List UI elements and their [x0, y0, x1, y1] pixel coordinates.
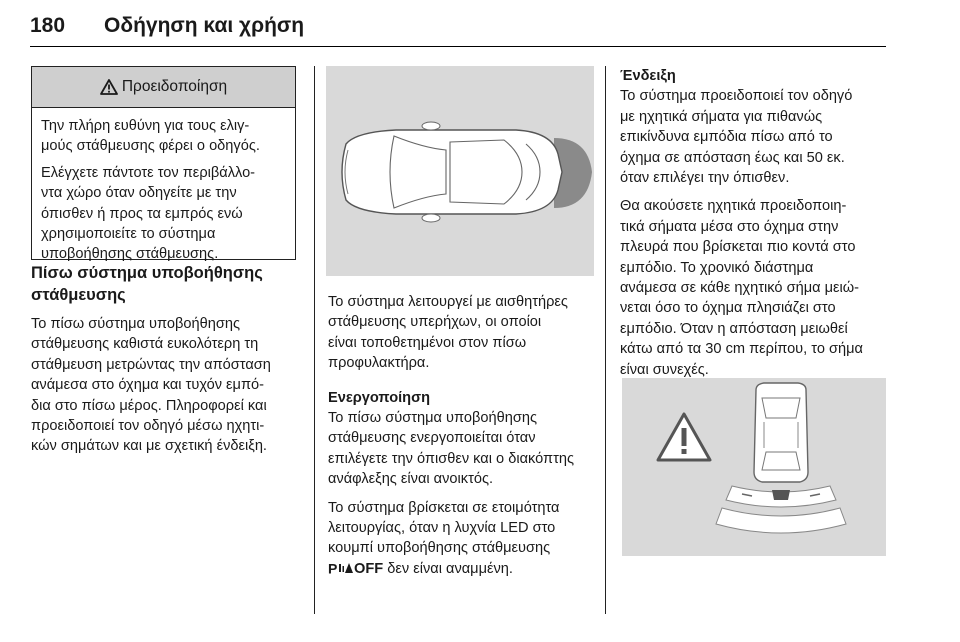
sensor-paragraph: Το σύστημα λειτουργεί με αισθητήρες στάθμευσης υπερήχων, οι οποίοι είναι τοποθετημένοι στον πίσω προφυλακτήρα. — [328, 294, 568, 372]
park-assist-symbol-icon — [328, 561, 354, 575]
display-illustration — [622, 378, 886, 556]
column-divider-2 — [605, 66, 606, 614]
page-header — [30, 6, 886, 47]
intro-paragraph: Το πίσω σύστημα υποβοήθησης στάθμευσης καθιστά ευκολότερη τη στάθμευση μετρώντας την απόσταση ανάμεσα στο όχημα και τυχόν εμπό- δια στο πίσω μέρος. Πληροφορεί και προειδοποιεί τον οδηγό μέσω ηχητι- κών σημάτων και με σχετική ένδειξη. — [31, 316, 271, 455]
activation-paragraph: Το πίσω σύστημα υποβοήθησης στάθμευσης ενεργοποιείται όταν επιλέγετε την όπισθεν και ο διακόπτης ανάφλεξης είναι ανοικτός. — [328, 410, 575, 488]
warning-header — [32, 67, 295, 108]
off-label: OFF — [354, 560, 384, 577]
column-2 — [328, 292, 600, 587]
column-1 — [31, 262, 306, 465]
column-divider-1 — [314, 66, 315, 614]
activation-subheading: Ενεργοποίηση — [328, 389, 430, 406]
warning-triangle-icon — [100, 79, 118, 95]
car-rear-sensor-icon — [326, 66, 594, 276]
svg-text:P: P — [328, 560, 338, 575]
column-3 — [620, 66, 892, 388]
page-number: 180 — [30, 14, 66, 37]
readiness-paragraph: Το σύστημα βρίσκεται σε ετοιμότητα λειτουργίας, όταν η λυχνία LED στο κουμπί υποβοήθησης στάθμευσης P OFF δεν είναι αναμμένη. — [328, 499, 560, 577]
warning-title: Προειδοποίηση — [121, 78, 228, 95]
page-title: Οδήγηση και χρήση — [104, 14, 305, 37]
parking-display-icon — [622, 378, 886, 556]
signal-paragraph: Θα ακούσετε ηχητικά προειδοποιη- τικά σήματα μέσα στο όχημα στην πλευρά που βρίσκεται πιο κοντά στο εμπόδιο. Το χρονικό διάστημα ανάμεσα σε κάθε ηχητικό σήμα μειώ- νεται όσο το όχημα πλησιάζει στο εμπόδιο. Όταν η απόσταση μειωθεί κάτω από τα 30 cm περίπου, το σήμα είναι συνεχές. — [620, 198, 863, 378]
indication-paragraph: Το σύστημα προειδοποιεί τον οδηγό με ηχητικά σήματα για πιθανώς επικίνδυνα εμπόδια πίσω από το όχημα σε απόσταση έως και 50 εκ. όταν επιλέγει την όπισθεν. — [620, 88, 853, 187]
warning-paragraph-2: Ελέγχετε πάντοτε τον περιβάλλο- ντα χώρο όταν οδηγείτε με την όπισθεν ή προς τα εμπρός ενώ χρησιμοποιείτε το σύστημα υποβοήθησης στάθμευσης. — [41, 164, 256, 263]
warning-box — [31, 66, 296, 263]
warning-paragraph-1: Την πλήρη ευθύνη για τους ελιγ- μούς στάθμευσης φέρει ο οδηγός. — [41, 118, 260, 155]
car-sensor-illustration — [326, 66, 594, 276]
section-heading: Πίσω σύστημα υποβοήθησης στάθμευσης — [31, 264, 263, 304]
indication-subheading: Ένδειξη — [620, 68, 676, 84]
